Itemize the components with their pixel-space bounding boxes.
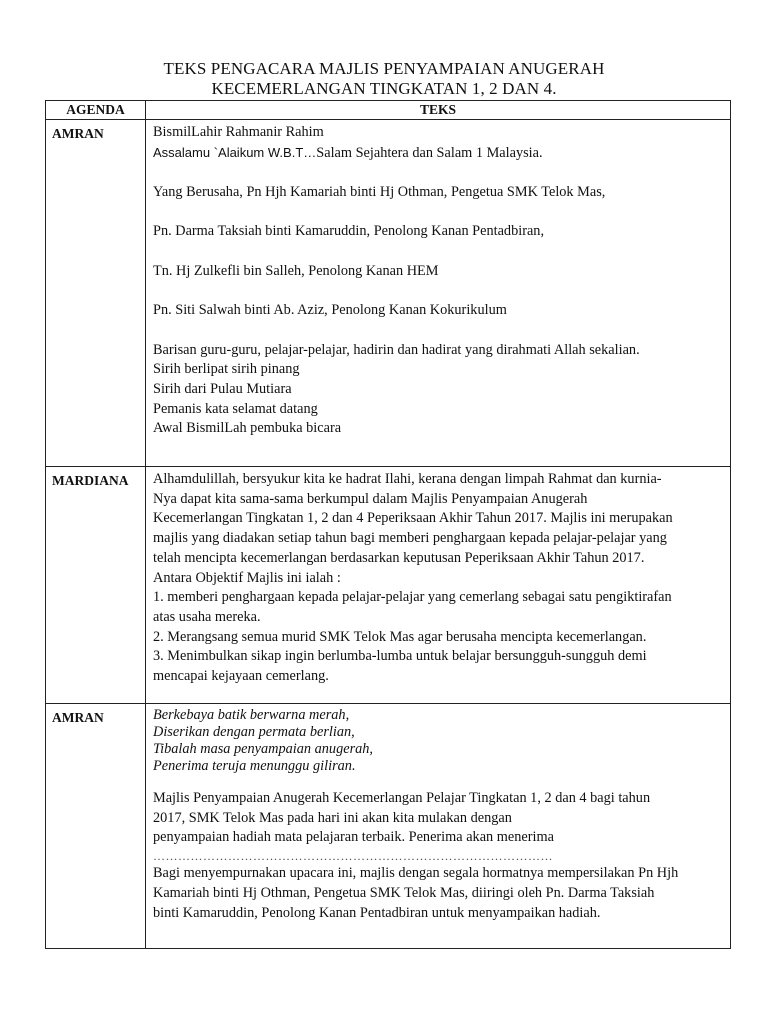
header-agenda: AGENDA [46, 101, 146, 120]
text-line: 2. Merangsang semua murid SMK Telok Mas agar berusaha mencipta kecemerlangan. [153, 628, 647, 645]
pantun-line: Tibalah masa penyampaian anugerah, [153, 741, 374, 757]
agenda-table [45, 100, 731, 949]
text-line: Awal BismilLah pembuka bicara [153, 420, 342, 437]
text-line: Pemanis kata selamat datang [153, 400, 318, 417]
text-line: penyampaian hadiah mata pelajaran terbaik. Penerima akan menerima [153, 829, 554, 846]
speaker-cell: MARDIANA [46, 467, 146, 704]
greeting-malay: Salam Sejahtera dan Salam 1 Malaysia. [316, 144, 543, 161]
text-line: binti Kamaruddin, Penolong Kanan Pentadbiran untuk menyampaikan hadiah. [153, 904, 601, 921]
greeting-arabic: Assalamu `Alaikum W.B.T… [153, 144, 317, 160]
text-line: Kamariah binti Hj Othman, Pengetua SMK Telok Mas, diiringi oleh Pn. Darma Taksiah [153, 884, 655, 901]
table-row [46, 120, 731, 467]
title-line-2: KECEMERLANGAN TINGKATAN 1, 2 DAN 4. [211, 79, 557, 98]
text-line: Barisan guru-guru, pelajar-pelajar, hadirin dan hadirat yang dirahmati Allah sekalian. [153, 341, 640, 358]
text-line [153, 143, 726, 164]
text-line: Nya dapat kita sama-sama berkumpul dalam Majlis Penyampaian Anugerah [153, 490, 588, 507]
header-teks: TEKS [146, 101, 731, 120]
text-line: Alhamdulillah, bersyukur kita ke hadrat Ilahi, kerana dengan limpah Rahmat dan kurnia- [153, 471, 662, 487]
pantun-line: Diserikan dengan permata berlian, [153, 724, 355, 740]
text-cell [146, 467, 731, 704]
text-line: atas usaha mereka. [153, 608, 261, 625]
text-line: telah mencipta kecemerlangan berdasarkan keputusan Peperiksaan Akhir Tahun 2017. [153, 549, 645, 566]
text-line: Tn. Hj Zulkefli bin Salleh, Penolong Kanan HEM [153, 262, 439, 279]
text-line: Pn. Siti Salwah binti Ab. Aziz, Penolong Kanan Kokurikulum [153, 302, 507, 319]
text-line: Kecemerlangan Tingkatan 1, 2 dan 4 Peperiksaan Akhir Tahun 2017. Majlis ini merupakan [153, 510, 673, 527]
table-row [46, 467, 731, 704]
text-line: Pn. Darma Taksiah binti Kamaruddin, Penolong Kanan Pentadbiran, [153, 223, 545, 240]
text-line: Sirih berlipat sirih pinang [153, 361, 300, 378]
text-cell [146, 120, 731, 467]
title-line-1: TEKS PENGACARA MAJLIS PENYAMPAIAN ANUGERAH [163, 59, 605, 78]
page-title [0, 59, 768, 99]
text-line: 2017, SMK Telok Mas pada hari ini akan kita mulakan dengan [153, 809, 512, 826]
text-line: BismilLahir Rahmanir Rahim [153, 124, 324, 140]
text-line: Yang Berusaha, Pn Hjh Kamariah binti Hj Othman, Pengetua SMK Telok Mas, [153, 184, 606, 201]
text-line: mencapai kejayaan cemerlang. [153, 668, 329, 685]
text-line: 3. Menimbulkan sikap ingin berlumba-lumba untuk belajar bersungguh-sungguh demi [153, 648, 647, 665]
speaker-cell: AMRAN [46, 120, 146, 467]
text-line: 1. memberi penghargaan kepada pelajar-pelajar yang cemerlang sebagai satu pengiktirafan [153, 589, 672, 606]
table-row [46, 704, 731, 949]
text-line: Majlis Penyampaian Anugerah Kecemerlangan Pelajar Tingkatan 1, 2 dan 4 bagi tahun [153, 790, 651, 806]
speaker-cell: AMRAN [46, 704, 146, 949]
dotted-line: …………………………………………………………………………………… [153, 849, 553, 864]
text-line: Bagi menyempurnakan upacara ini, majlis dengan segala hormatnya mempersilakan Pn Hjh [153, 865, 679, 882]
pantun-line: Penerima teruja menunggu giliran. [153, 758, 356, 774]
pantun-line: Berkebaya batik berwarna merah, [153, 707, 350, 723]
text-cell [146, 704, 731, 949]
text-line: Antara Objektif Majlis ini ialah : [153, 569, 341, 586]
text-line: majlis yang diadakan setiap tahun bagi memberi penghargaan kepada pelajar-pelajar yang [153, 530, 667, 547]
text-line: Sirih dari Pulau Mutiara [153, 381, 292, 398]
table-header-row [46, 101, 731, 120]
